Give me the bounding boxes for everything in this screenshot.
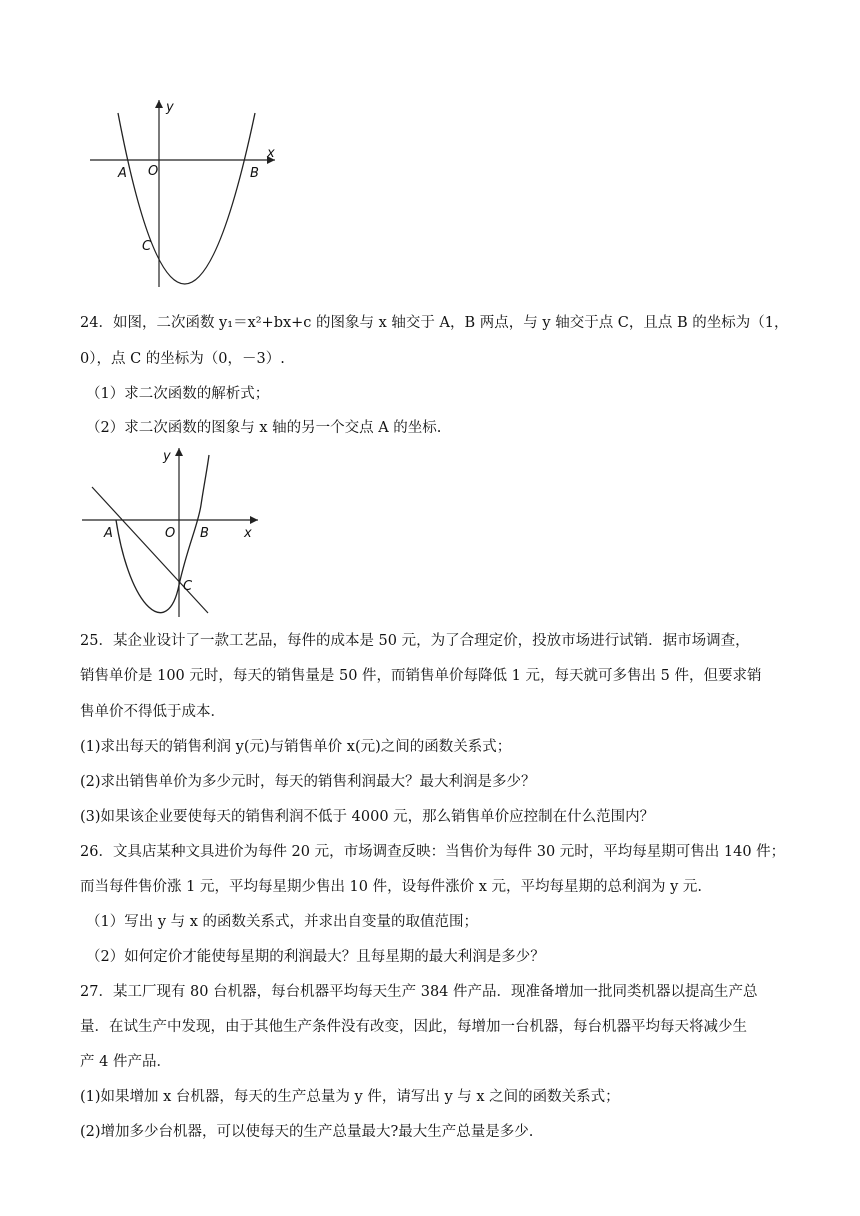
q25-part-3: (3)如果该企业要使每天的销售利润不低于 4000 元，那么销售单价应控制在什么范围内？ xyxy=(80,809,655,825)
q27-line-1: 27．某工厂现有 80 台机器，每台机器平均每天生产 384 件产品．现准备增加一批同类机器以提高生产总 xyxy=(80,984,758,1000)
y-axis-arrow xyxy=(175,448,183,456)
point-a-label: A xyxy=(104,526,113,541)
q27-line-2: 量．在试生产中发现，由于其他生产条件没有改变，因此，每增加一台机器，每台机器平均每天将减少生 xyxy=(80,1019,747,1035)
q24-line-1: 24．如图，二次函数 y₁＝x²+bx+c 的图象与 x 轴交于 A，B 两点，与 y 轴交于点 C，且点 B 的坐标为（1， xyxy=(80,315,789,331)
q26-part-1: （1）写出 y 与 x 的函数关系式，并求出自变量的取值范围； xyxy=(86,914,479,930)
point-c-label: C xyxy=(142,239,152,254)
q26-line-1: 26．文具店某种文具进价为每件 20 元，市场调查反映：当售价为每件 30 元时，平均每星期可售出 140 件； xyxy=(80,844,786,860)
x-axis-label: x xyxy=(244,526,252,541)
parabola-curve xyxy=(116,455,209,613)
y-axis-label: y xyxy=(163,449,171,464)
q25-part-1: (1)求出每天的销售利润 y(元)与销售单价 x(元)之间的函数关系式； xyxy=(80,739,512,755)
origin-label: O xyxy=(148,164,159,179)
q25-line-2: 销售单价是 100 元时，每天的销售量是 50 件，而销售单价每降低 1 元，每天就可多售出 5 件，但要求销 xyxy=(80,668,762,684)
origin-label: O xyxy=(165,526,176,541)
q24-part-2: （2）求二次函数的图象与 x 轴的另一个交点 A 的坐标. xyxy=(86,420,442,436)
parabola-line-figure-2 xyxy=(80,445,270,620)
point-b-label: B xyxy=(200,526,209,541)
point-c-label: C xyxy=(183,579,193,594)
q25-line-1: 25．某企业设计了一款工艺品，每件的成本是 50 元，为了合理定价，投放市场进行试销．据市场调查， xyxy=(80,633,750,649)
x-axis-arrow xyxy=(250,516,258,524)
parabola-figure-1 xyxy=(80,95,280,295)
q27-part-2: (2)增加多少台机器，可以使每天的生产总量最大?最大生产总量是多少. xyxy=(80,1124,534,1140)
q24-line-2: 0），点 C 的坐标为（0，－3）. xyxy=(80,351,285,367)
parabola-curve xyxy=(118,113,255,284)
q25-line-3: 售单价不得低于成本． xyxy=(80,704,225,720)
q26-part-2: （2）如何定价才能使每星期的利润最大？且每星期的最大利润是多少？ xyxy=(86,949,545,965)
q27-part-1: (1)如果增加 x 台机器，每天的生产总量为 y 件，请写出 y 与 x 之间的函数关系式； xyxy=(80,1089,620,1105)
q25-part-2: (2)求出销售单价为多少元时，每天的销售利润最大？最大利润是多少？ xyxy=(80,774,536,790)
line-ac xyxy=(92,487,208,613)
point-b-label: B xyxy=(250,166,259,181)
y-axis-arrow xyxy=(155,100,163,108)
point-a-label: A xyxy=(118,166,127,181)
q24-part-1: （1）求二次函数的解析式； xyxy=(86,386,270,402)
q27-line-3: 产 4 件产品． xyxy=(80,1054,171,1070)
y-axis-label: y xyxy=(166,100,174,115)
q26-line-2: 而当每件售价涨 1 元，平均每星期少售出 10 件，设每件涨价 x 元，平均每星期的总利润为 y 元. xyxy=(80,879,703,895)
x-axis-label: x xyxy=(267,146,275,161)
